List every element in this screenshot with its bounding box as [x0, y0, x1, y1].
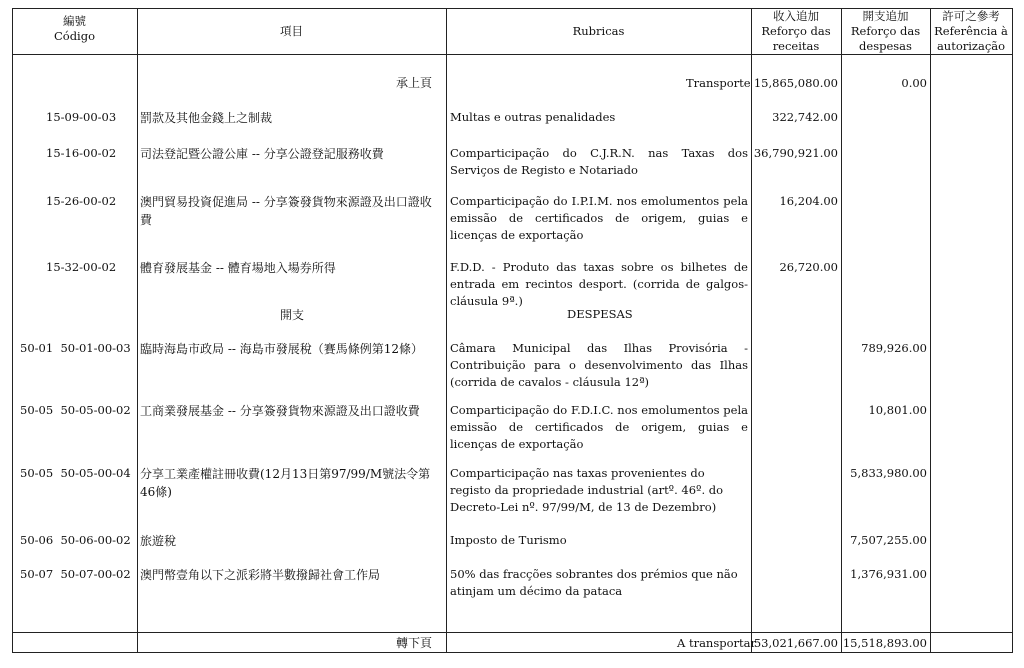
- footer-rule: [12, 632, 1013, 633]
- row-rubrica: Imposto de Turismo: [450, 533, 567, 547]
- carry-out-expenses: 15,518,893.00: [842, 636, 927, 650]
- row-item: 澳門幣壹角以下之派彩將半數撥歸社會工作局: [140, 568, 381, 582]
- carry-in-label-zh: 承上頁: [396, 76, 433, 90]
- table-bottom-rule: [12, 652, 1013, 653]
- row-rubrica: Câmara Municipal das Ilhas Provisória - Contribuição para o desenvolvimento das Ilhas (corrida de cavalos - cláusula 12ª): [450, 341, 748, 389]
- expense-section-pt: DESPESAS: [567, 307, 633, 321]
- row-item: 分享工業產權註冊收費(12月13日第97/99/M號法令第46條): [140, 467, 431, 499]
- row-expenses: 7,507,255.00: [850, 533, 927, 547]
- row-receipts: 26,720.00: [779, 260, 838, 274]
- row-receipts: 36,790,921.00: [753, 146, 838, 160]
- row-item: 澳門貿易投資促進局 -- 分享簽發貨物來源證及出口證收費: [140, 195, 432, 227]
- carry-in-label-pt: Transporte: [686, 76, 751, 90]
- header-code: [12, 14, 137, 44]
- header-expenses-pt: Reforço das despesas: [850, 24, 921, 53]
- row-code: 50-07 50-07-00-02: [20, 567, 131, 581]
- col-divider: [137, 8, 138, 653]
- row-item: 臨時海島市政局 -- 海島市發展稅（賽馬條例第12條）: [140, 342, 424, 356]
- expense-section-zh: 開支: [280, 308, 305, 322]
- row-rubrica: F.D.D. - Produto das taxas sobre os bilhetes de entrada em recintos desport. (corrida de galgos-cláusula 9ª.): [450, 260, 748, 308]
- col-divider: [446, 8, 447, 653]
- row-item: 旅遊稅: [140, 534, 177, 548]
- header-expenses-zh: 開支追加: [862, 9, 909, 23]
- row-expenses: 10,801.00: [868, 403, 927, 417]
- col-divider: [930, 8, 931, 653]
- col-divider: [841, 8, 842, 653]
- row-expenses: 1,376,931.00: [850, 567, 927, 581]
- row-item: 罰款及其他金錢上之制裁: [140, 111, 273, 125]
- row-code: 50-05 50-05-00-02: [20, 403, 131, 417]
- header-code-pt: Código: [53, 29, 96, 43]
- carry-out-label-pt: A transportar: [677, 636, 757, 650]
- row-code: 15-09-00-03: [46, 110, 117, 124]
- header-code-zh: 編號: [63, 14, 86, 28]
- row-expenses: 789,926.00: [861, 341, 927, 355]
- header-receipts-zh: 收入追加: [773, 9, 819, 23]
- row-receipts: 16,204.00: [779, 194, 838, 208]
- carry-in-receipts: 15,865,080.00: [753, 76, 838, 90]
- row-code: 15-26-00-02: [46, 194, 117, 208]
- header-reference-pt: Referência à autorização: [934, 24, 1008, 53]
- row-code: 15-16-00-02: [46, 146, 117, 160]
- row-item: 司法登記暨公證公庫 -- 分享公證登記服務收費: [140, 147, 384, 161]
- header-rule: [12, 54, 1013, 55]
- row-code: 50-06 50-06-00-02: [20, 533, 131, 547]
- header-rubricas: Rubricas: [572, 24, 625, 38]
- row-rubrica: Multas e outras penalidades: [450, 110, 616, 124]
- row-expenses: 5,833,980.00: [850, 466, 927, 480]
- row-item: 體育發展基金 -- 體育場地入場券所得: [140, 261, 336, 275]
- row-receipts: 322,742.00: [772, 110, 838, 124]
- col-divider: [12, 8, 13, 653]
- header-reference: [930, 9, 1012, 54]
- header-receipts: [751, 9, 841, 54]
- row-rubrica: Comparticipação do F.D.I.C. nos emolumentos pela emissão de certificados de origem, guias e licenças de exportação: [450, 403, 748, 451]
- carry-in-expenses: 0.00: [901, 76, 927, 90]
- row-rubrica: Comparticipação do C.J.R.N. nas Taxas dos Serviços de Registo e Notariado: [450, 146, 748, 177]
- header-expenses: [841, 9, 930, 54]
- header-reference-zh: 許可之參考: [942, 9, 1000, 23]
- row-rubrica: Comparticipação do I.P.I.M. nos emolumentos pela emissão de certificados de origem, guias e licenças de exportação: [450, 194, 748, 242]
- header-receipts-pt: Reforço das receitas: [761, 24, 831, 53]
- row-code: 50-01 50-01-00-03: [20, 341, 131, 355]
- carry-out-receipts: 53,021,667.00: [753, 636, 838, 650]
- row-code: 50-05 50-05-00-04: [20, 466, 131, 480]
- col-divider: [1012, 8, 1013, 653]
- header-item: 項目: [280, 24, 303, 38]
- row-rubrica: 50% das fracções sobrantes dos prémios que não atinjam um décimo da pataca: [450, 567, 738, 598]
- carry-out-label-zh: 轉下頁: [396, 636, 433, 650]
- row-code: 15-32-00-02: [46, 260, 117, 274]
- col-divider: [751, 8, 752, 653]
- row-item: 工商業發展基金 -- 分享簽發貨物來源證及出口證收費: [140, 404, 420, 418]
- row-rubrica: Comparticipação nas taxas provenientes do registo da propriedade industrial (artº. 46º. do Decreto-Lei nº. 97/99/M, de 13 de Dezembro): [450, 466, 724, 514]
